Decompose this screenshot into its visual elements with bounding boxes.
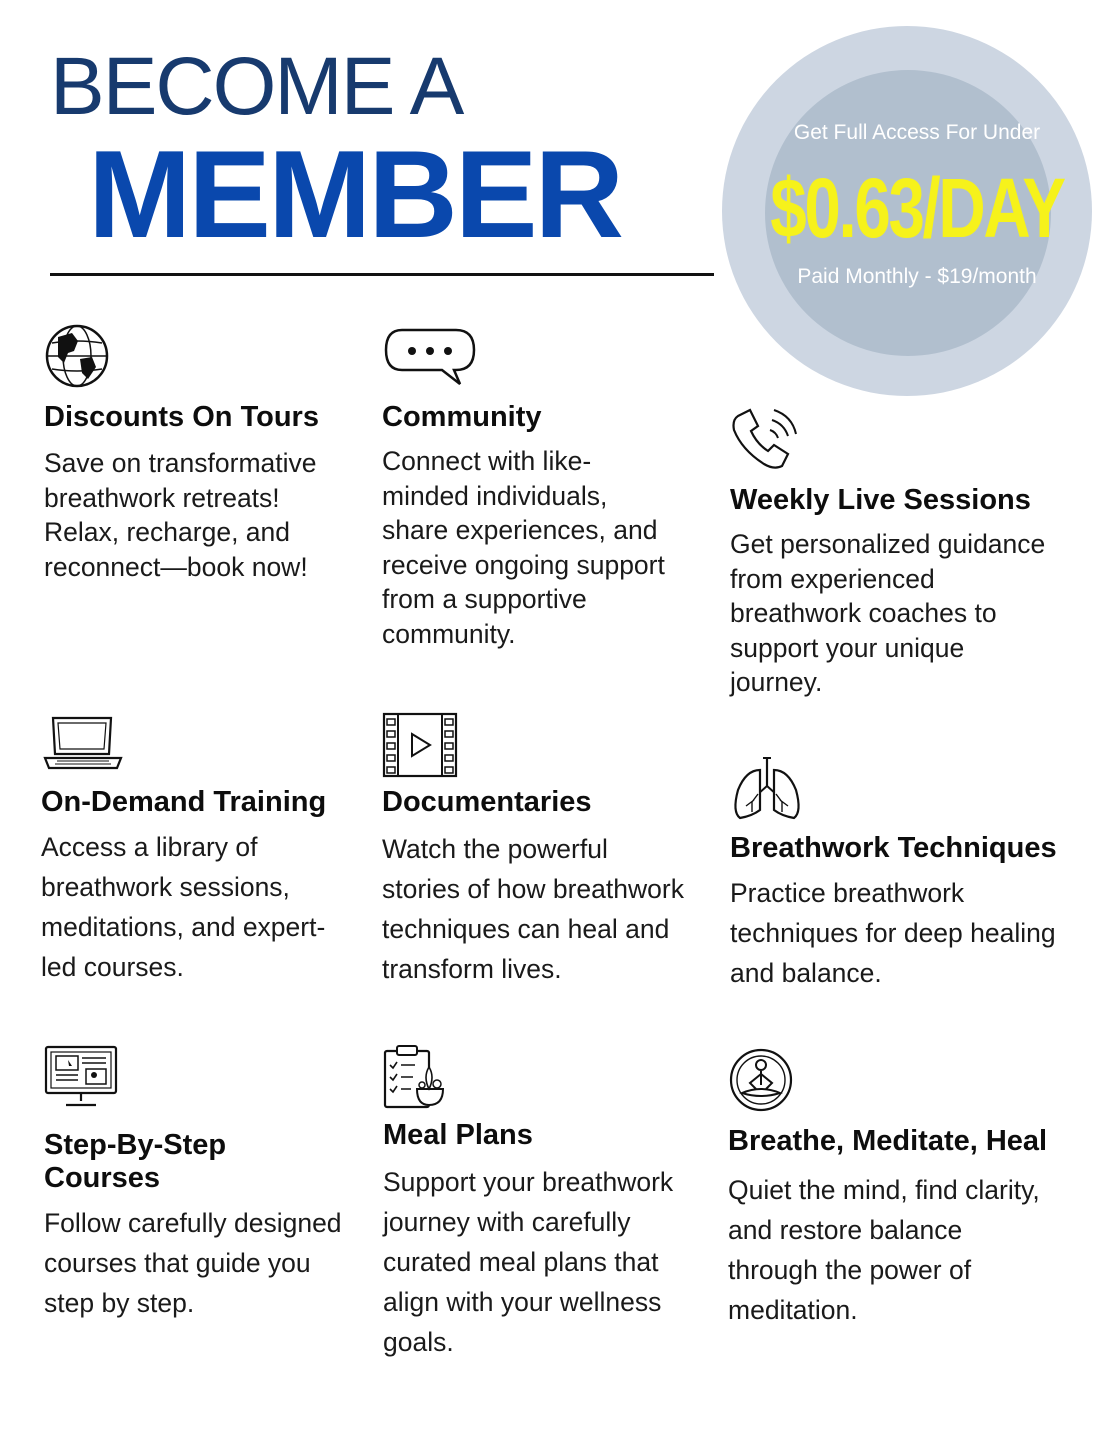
feature-text: Access a library of breathwork sessions, meditations, and expert-led courses. (41, 832, 326, 982)
laptop-icon (41, 714, 125, 772)
meditation-icon (728, 1047, 794, 1113)
price-lead: Get Full Access For Under (793, 121, 1041, 144)
feature-title: Community (382, 401, 542, 433)
feature-weekly-live-sessions (730, 406, 1060, 700)
feature-breathe-meditate-heal (728, 1047, 1058, 1330)
feature-title: Step-By-Step Courses (44, 1129, 227, 1194)
feature-text: Quiet the mind, find clarity, and restore balance through the power of meditation. (728, 1175, 1040, 1325)
feature-title: Breathwork Techniques (730, 832, 1057, 864)
phone-icon (730, 406, 800, 472)
monitor-icon (44, 1045, 118, 1109)
feature-text: Watch the powerful stories of how breathwork techniques can heal and transform lives. (382, 834, 684, 984)
feature-text: Support your breathwork journey with carefully curated meal plans that align with your wellness goals. (383, 1167, 674, 1357)
feature-text: Practice breathwork techniques for deep healing and balance. (730, 878, 1056, 988)
headline-member: MEMBER (88, 126, 622, 264)
meal-plan-icon (383, 1043, 447, 1109)
feature-title: Weekly Live Sessions (730, 484, 1031, 516)
feature-title: Discounts On Tours (44, 401, 319, 433)
feature-meal-plans (383, 1043, 693, 1362)
feature-title: Documentaries (382, 786, 592, 818)
feature-title: Breathe, Meditate, Heal (728, 1125, 1048, 1157)
headline-become: BECOME A (50, 41, 463, 132)
feature-title: Meal Plans (383, 1119, 533, 1151)
feature-on-demand-training (41, 714, 341, 987)
globe-icon (44, 323, 112, 389)
feature-text: Connect with like-minded individuals, share experiences, and receive ongoing support from a supportive community. (382, 446, 665, 649)
speech-bubble-icon (382, 326, 478, 390)
price-amount: $0.63/DAY (770, 161, 1064, 255)
feature-step-by-step-courses (44, 1045, 344, 1323)
film-icon (382, 712, 458, 778)
feature-discounts-on-tours (44, 323, 334, 584)
feature-text: Save on transformative breathwork retreats! Relax, recharge, and reconnect—book now! (44, 448, 317, 582)
feature-breathwork-techniques (730, 756, 1060, 993)
lungs-icon (730, 756, 804, 822)
feature-documentaries (382, 712, 692, 989)
header-divider (50, 273, 714, 276)
price-terms: Paid Monthly - $19/month (797, 265, 1037, 288)
feature-title: On-Demand Training (41, 786, 327, 818)
feature-text: Follow carefully designed courses that guide you step by step. (44, 1208, 342, 1318)
feature-text: Get personalized guidance from experienced breathwork coaches to support your unique journey. (730, 529, 1046, 697)
feature-community (382, 326, 672, 651)
